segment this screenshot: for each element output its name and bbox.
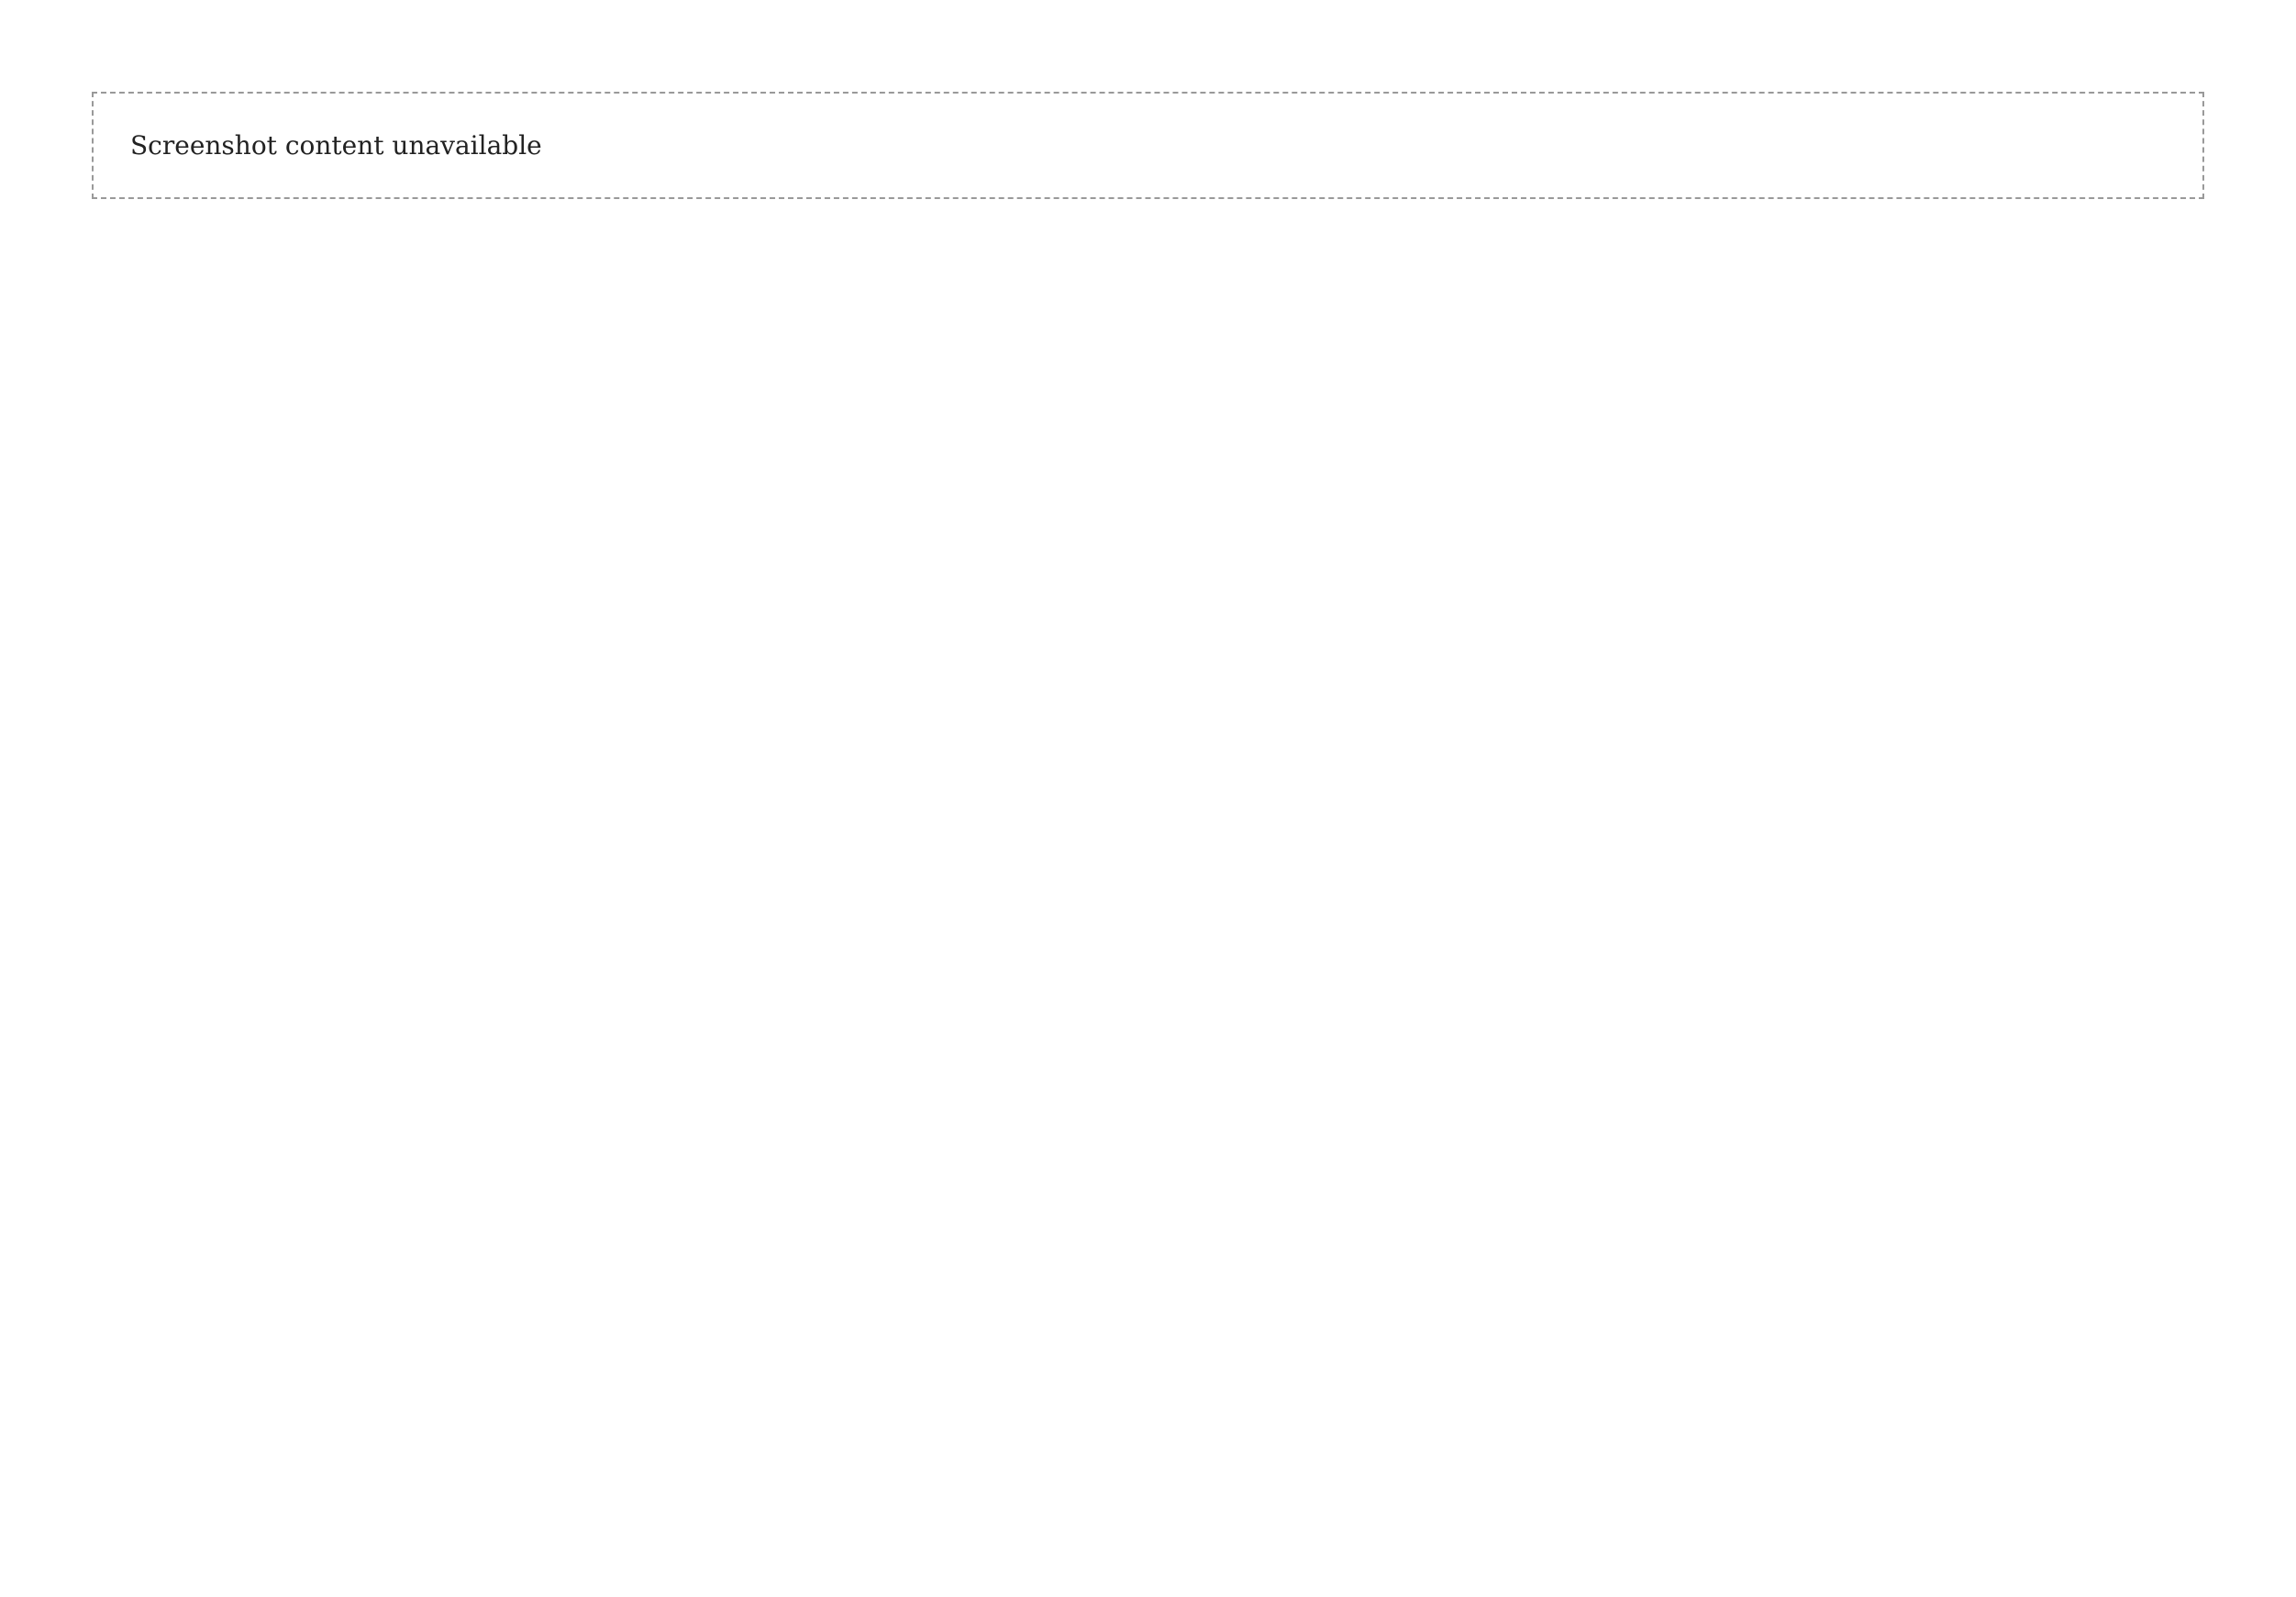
placeholder-notice: Screenshot content unavailable bbox=[92, 92, 2204, 199]
